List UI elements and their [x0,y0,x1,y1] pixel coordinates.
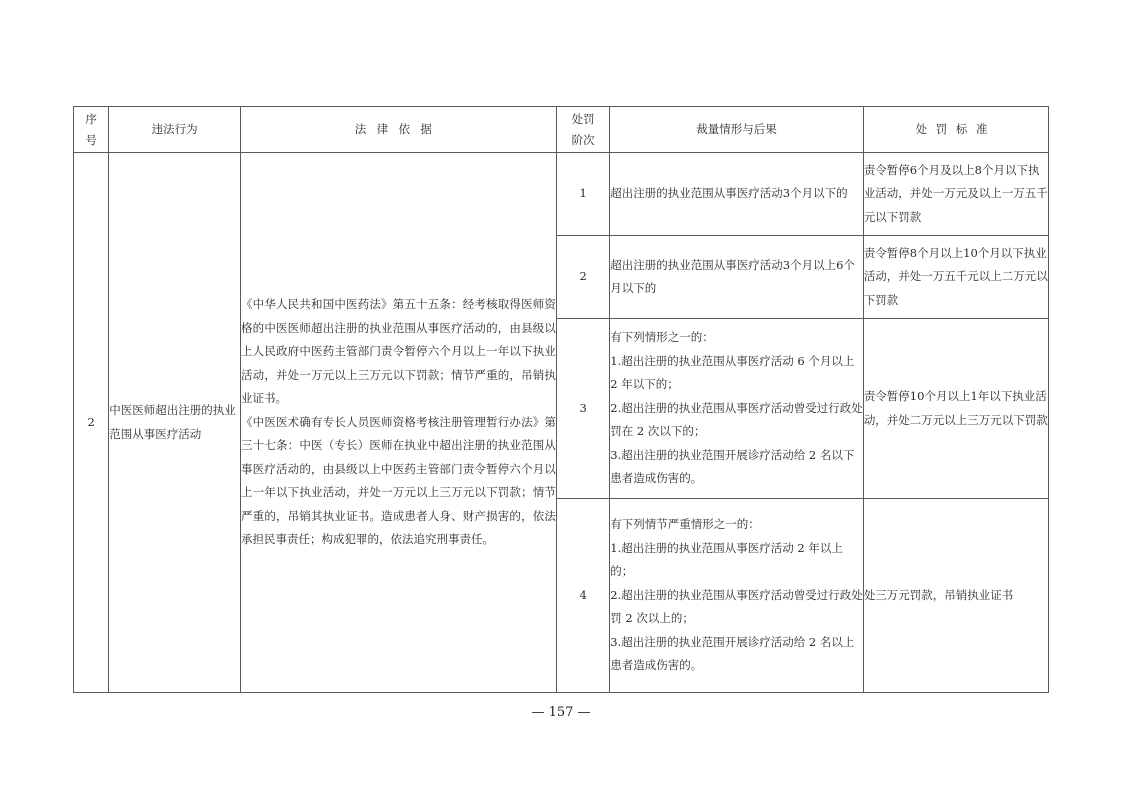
header-violation [109,107,241,153]
header-standard [863,107,1048,153]
header-level-line1: 处罚 [571,111,595,126]
cell-legal-basis [241,153,557,693]
table-header-row [74,107,1049,153]
penalty-discretion-table [73,106,1049,693]
circumstance-line: 1.超出注册的执业范围从事医疗活动 2 年以上的； [610,540,843,579]
legal-basis-paragraph-2: 《中医医术确有专长人员医师资格考核注册管理暂行办法》第三十七条：中医（专长）医师在执业中超出注册的执业范围从事医疗活动的，由县级以上中医药主管部门责令暂停六个月以上一年以下执业活动，并处一万元以上三万元以下罚款；情节严重的，吊销其执业证书。造成患者人身、财产损害的，依法承担民事责任；构成犯罪的，依法追究刑事责任。 [241,414,556,547]
circumstance-line: 2.超出注册的执业范围从事医疗活动曾受过行政处罚 2 次以上的； [610,587,863,626]
header-legal-basis-label: 法律依据 [354,121,443,136]
table-row [74,153,1049,236]
circumstance-line: 3.超出注册的执业范围开展诊疗活动给 2 名以上患者造成伤害的。 [610,634,855,673]
cell-standard-2: 责令暂停8个月以上10个月以下执业活动，并处一万五千元以上二万元以下罚款 [863,236,1048,319]
header-no-line2: 号 [85,132,97,147]
cell-level-2: 2 [556,236,609,319]
header-legal-basis [241,107,557,153]
header-circumstances-label: 裁量情形与后果 [696,121,777,136]
circumstance-line: 超出注册的执业范围从事医疗活动3个月以上6个月以下的 [610,257,855,295]
circumstance-line: 有下列情节严重情形之一的： [610,517,760,532]
header-violation-label: 违法行为 [151,121,198,136]
cell-level-3: 3 [556,319,609,499]
cell-violation: 中医医师超出注册的执业范围从事医疗活动 [109,153,241,693]
page-number: — 157 — [531,705,591,720]
circumstance-line: 2.超出注册的执业范围从事医疗活动曾受过行政处罚在 2 次以下的； [610,400,863,439]
cell-standard-1: 责令暂停6个月及以上8个月以下执业活动，并处一万元及以上一万五千元以下罚款 [863,153,1048,236]
cell-circumstances-3 [610,319,864,499]
cell-standard-3: 责令暂停10个月以上1年以下执业活动，并处二万元以上三万元以下罚款 [863,319,1048,499]
circumstance-line: 3.超出注册的执业范围开展诊疗活动给 2 名以下患者造成伤害的。 [610,447,855,486]
cell-standard-4: 处三万元罚款，吊销执业证书 [863,499,1048,693]
circumstance-line: 1.超出注册的执业范围从事医疗活动 6 个月以上 2 年以下的； [610,353,855,392]
header-level [556,107,609,153]
cell-level-4: 4 [556,499,609,693]
header-no [74,107,109,153]
circumstance-line: 有下列情形之一的： [610,330,714,345]
header-level-line2: 阶次 [571,132,595,147]
header-no-line1: 序 [85,111,97,126]
cell-circumstances-1 [610,153,864,236]
circumstance-line: 超出注册的执业范围从事医疗活动3个月以下的 [610,186,848,201]
legal-basis-paragraph-1: 《中华人民共和国中医药法》第五十五条：经考核取得医师资格的中医医师超出注册的执业范围从事医疗活动的，由县级以上人民政府中医药主管部门责令暂停六个月以上一年以下执业活动，并处一万元以上三万元以下罚款；情节严重的，吊销执业证书。 [241,297,556,406]
cell-no: 2 [74,153,109,693]
header-circumstances [610,107,864,153]
cell-level-1: 1 [556,153,609,236]
cell-circumstances-4 [610,499,864,693]
cell-circumstances-2 [610,236,864,319]
header-standard-label: 处罚标准 [915,121,997,136]
